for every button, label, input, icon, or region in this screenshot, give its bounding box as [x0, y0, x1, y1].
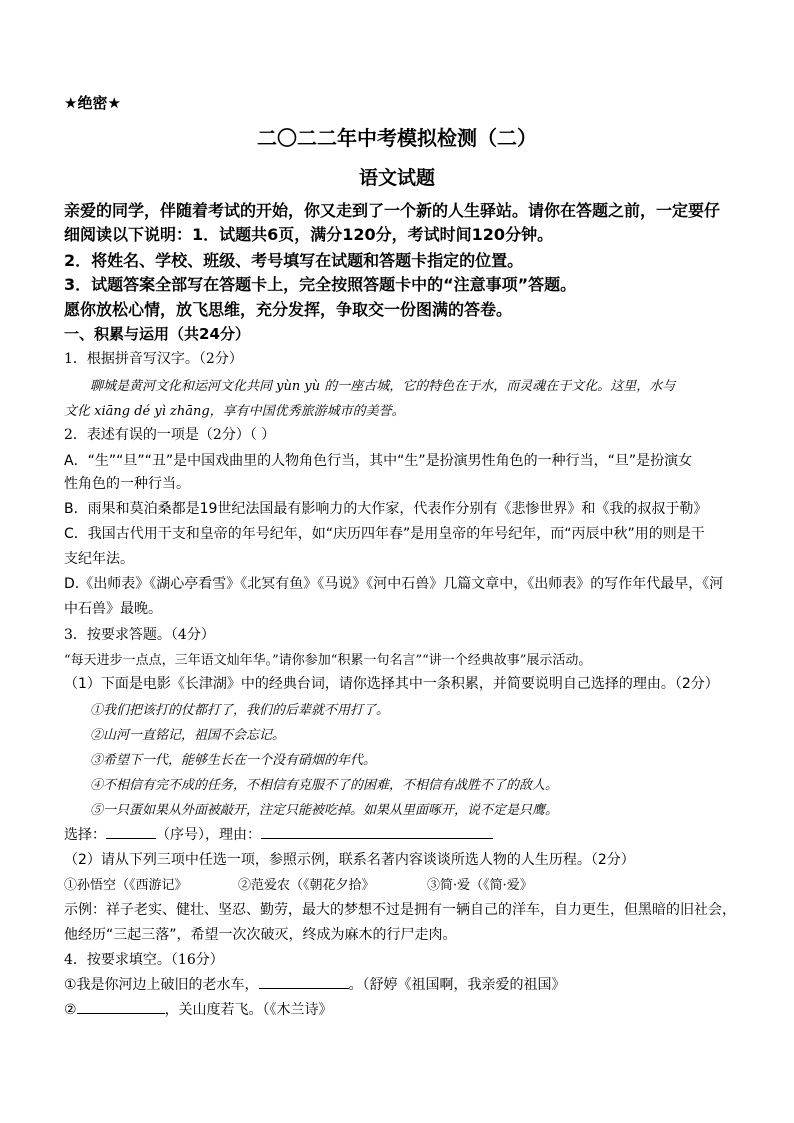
q2-option-d-line-1: D.《出师表》《湖心亭看雪》《北冥有鱼》《马说》《河中石兽》几篇文章中，《出师表》的写作年代最早，《河	[64, 576, 724, 592]
q2-option-a-line-2: 性角色的一种行当。	[64, 476, 190, 492]
q3-quote-4: ④不相信有完不成的任务，不相信有克服不了的困难，不相信有战胜不了的敌人。	[90, 778, 559, 793]
q3-option-1: ①孙悟空（《西游记》	[64, 878, 188, 893]
q3-part-1: （1）下面是电影《长津湖》中的经典台词，请你选择其中一条积累，并简要说明自己选择的理由。（2分）	[64, 676, 719, 692]
q2-stem: 2．表述有误的一项是（2分）（ ）	[64, 427, 276, 443]
exam-subtitle: 语文试题	[358, 167, 435, 189]
q1-text-line-2: 文化 xiāng dé yì zhāng，享有中国优秀旅游城市的美誉。	[64, 404, 405, 419]
q3-example-line-2: 他经历“三起三落”，希望一次次破灭，终成为麻木的行尸走肉。	[64, 927, 457, 943]
intro-line-3: 2．将姓名、学校、班级、考号填写在试题和答题卡指定的位置。	[64, 251, 524, 270]
q4-item-2-blank[interactable]	[77, 999, 165, 1014]
intro-line-4: 3．试题答案全部写在答题卡上，完全按照答题卡中的“注意事项”答题。	[64, 275, 577, 294]
q3-quote-5: ⑤一只蛋如果从外面被敲开，注定只能被吃掉。如果从里面啄开，说不定是只鹰。	[90, 803, 559, 818]
q3-select-line	[64, 824, 493, 844]
q3-option-3: ③简·爱（《简·爱》	[427, 878, 533, 893]
q3-quote-3: ③希望下一代，能够生长在一个没有硝烟的年代。	[90, 753, 377, 768]
q3-quote-2: ②山河一直铭记，祖国不会忘记。	[90, 728, 286, 743]
q2-option-c-line-1: C．我国古代用干支和皇帝的年号纪年，如“庆历四年春”是用皇帝的年号纪年，而“丙辰中秋”用的则是干	[64, 526, 705, 542]
intro-line-5: 愿你放松心情，放飞思维，充分发挥，争取交一份图满的答卷。	[64, 300, 513, 319]
secret-mark: ★绝密★	[64, 94, 121, 112]
q4-item-2	[64, 999, 333, 1019]
q3-example-line-1: 示例：祥子老实、健壮、坚忍、勤劳，最大的梦想不过是拥有一辆自己的洋车，自力更生，但黑暗的旧社会，	[64, 902, 736, 918]
q3-part-2: （2）请从下列三项中任选一项，参照示例，联系名著内容谈谈所选人物的人生历程。（2分）	[64, 852, 635, 868]
q3-option-2: ②范爱农（《朝花夕拾》	[238, 878, 375, 893]
q1-text-line-1: 聊城是黄河文化和运河文化共同 yùn yù 的一座古城，它的特色在于水，而灵魂在于文化。这里，水与	[90, 379, 676, 394]
q4-item-1-source: 。（舒婷《祖国啊，我亲爱的祖国》	[348, 977, 566, 993]
q1-stem: 1．根据拼音写汉字。（2分）	[64, 351, 243, 367]
section-heading: 一、积累与运用（共24分）	[64, 325, 250, 343]
select-number-blank[interactable]	[106, 824, 156, 839]
q4-item-2-prefix: ②	[64, 1002, 77, 1018]
select-mid-label: （序号），理由：	[156, 827, 261, 843]
q4-item-1-blank[interactable]	[259, 974, 349, 989]
q2-option-a-line-1: A．“生”“旦”“丑”是中国戏曲里的人物角色行当，其中“生”是扮演男性角色的一种行当，“旦”是扮演女	[64, 453, 693, 469]
intro-line-1: 亲爱的同学，伴随着考试的开始，你又走到了一个新的人生驿站。请你在答题之前，一定要仔	[64, 201, 721, 220]
exam-title: 二〇二二年中考模拟检测（二）	[257, 126, 537, 150]
q4-item-1	[64, 974, 566, 994]
reason-blank[interactable]	[261, 824, 493, 839]
q4-item-2-source: ，关山度若飞。（《木兰诗》	[164, 1002, 333, 1018]
q2-option-b: B．雨果和莫泊桑都是19世纪法国最有影响力的大作家，代表作分别有《悲惨世界》和《我的叔叔于勒》	[64, 501, 708, 517]
q2-option-c-line-2: 支纪年法。	[64, 551, 134, 567]
select-label: 选择：	[64, 827, 106, 843]
intro-line-2: 细阅读以下说明：1．试题共6页，满分120分，考试时间120分钟。	[64, 225, 554, 244]
q3-intro: “每天进步一点点，三年语文灿年华。”请你参加“积累一句名言”“讲一个经典故事”展示活动。	[64, 653, 592, 668]
q4-item-1-prefix: ①我是你河边上破旧的老水车，	[64, 977, 259, 993]
q3-stem: 3．按要求答题。（4分）	[64, 627, 215, 643]
q3-quote-1: ①我们把该打的仗都打了，我们的后辈就不用打了。	[90, 703, 390, 718]
q2-option-d-line-2: 中石兽》最晚。	[64, 601, 162, 617]
q4-stem: 4．按要求填空。（16分）	[64, 952, 224, 968]
